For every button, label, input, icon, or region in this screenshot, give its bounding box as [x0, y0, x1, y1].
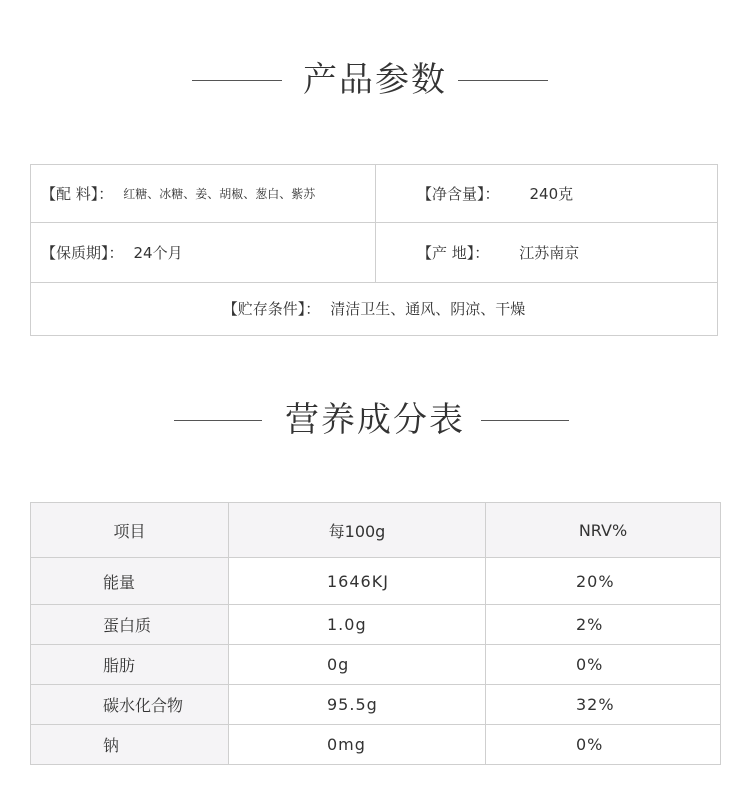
- nutrient-name: 碳水化合物: [31, 685, 229, 725]
- origin-label: 【产 地】：: [417, 243, 490, 262]
- nutrient-name: 钠: [31, 725, 229, 765]
- header-item: 项目: [31, 503, 229, 558]
- product-params-table: [30, 164, 718, 336]
- shelf-life-value: 24个月: [133, 243, 183, 262]
- storage-cell: [31, 282, 717, 335]
- net-weight-label: 【净含量】：: [417, 185, 500, 203]
- net-weight-cell: [417, 165, 573, 222]
- nutrient-nrv: 32%: [486, 685, 721, 725]
- origin-cell: [417, 222, 579, 282]
- table-row: [31, 645, 721, 685]
- nutrient-amount: 0g: [229, 645, 486, 685]
- ingredients-label: 【配 料】：: [41, 185, 114, 203]
- origin-value: 江苏南京: [519, 243, 580, 262]
- heading-rule-left: [192, 80, 282, 81]
- nutrient-name: 脂肪: [31, 645, 229, 685]
- product-params-heading: [0, 58, 750, 102]
- heading-rule-right: [458, 80, 548, 81]
- nutrient-nrv: 0%: [486, 725, 721, 765]
- header-per-100g: 每100g: [229, 503, 486, 558]
- nutrient-amount: 1646KJ: [229, 558, 486, 605]
- net-weight-value: 240克: [529, 185, 574, 203]
- nutrient-name: 能量: [31, 558, 229, 605]
- nutrient-amount: 0mg: [229, 725, 486, 765]
- storage-value: 清洁卫生、通风、阴凉、干燥: [330, 300, 526, 318]
- storage-label: 【贮存条件】：: [222, 300, 321, 318]
- product-params-title: 产品参数: [303, 60, 447, 100]
- table-row: [31, 558, 721, 605]
- params-row: [31, 282, 717, 335]
- shelf-life-cell: [41, 222, 183, 282]
- heading-rule-right: [481, 420, 569, 421]
- ingredients-value: 红糖、冰糖、姜、胡椒、葱白、紫苏: [123, 187, 316, 201]
- nutrition-heading: [0, 398, 750, 442]
- nutrient-amount: 1.0g: [229, 605, 486, 645]
- nutrient-nrv: 20%: [486, 558, 721, 605]
- nutrient-nrv: 2%: [486, 605, 721, 645]
- nutrient-name: 蛋白质: [31, 605, 229, 645]
- table-header-row: [31, 503, 721, 558]
- heading-rule-left: [174, 420, 262, 421]
- params-row: [31, 165, 717, 223]
- nutrient-nrv: 0%: [486, 645, 721, 685]
- table-row: [31, 725, 721, 765]
- params-row: [31, 222, 717, 283]
- nutrient-amount: 95.5g: [229, 685, 486, 725]
- ingredients-cell: [41, 165, 315, 222]
- nutrition-title: 营养成分表: [285, 400, 465, 440]
- header-nrv: NRV%: [486, 503, 721, 558]
- table-row: [31, 685, 721, 725]
- table-row: [31, 605, 721, 645]
- nutrition-table: [30, 502, 721, 765]
- shelf-life-label: 【保质期】：: [41, 243, 124, 262]
